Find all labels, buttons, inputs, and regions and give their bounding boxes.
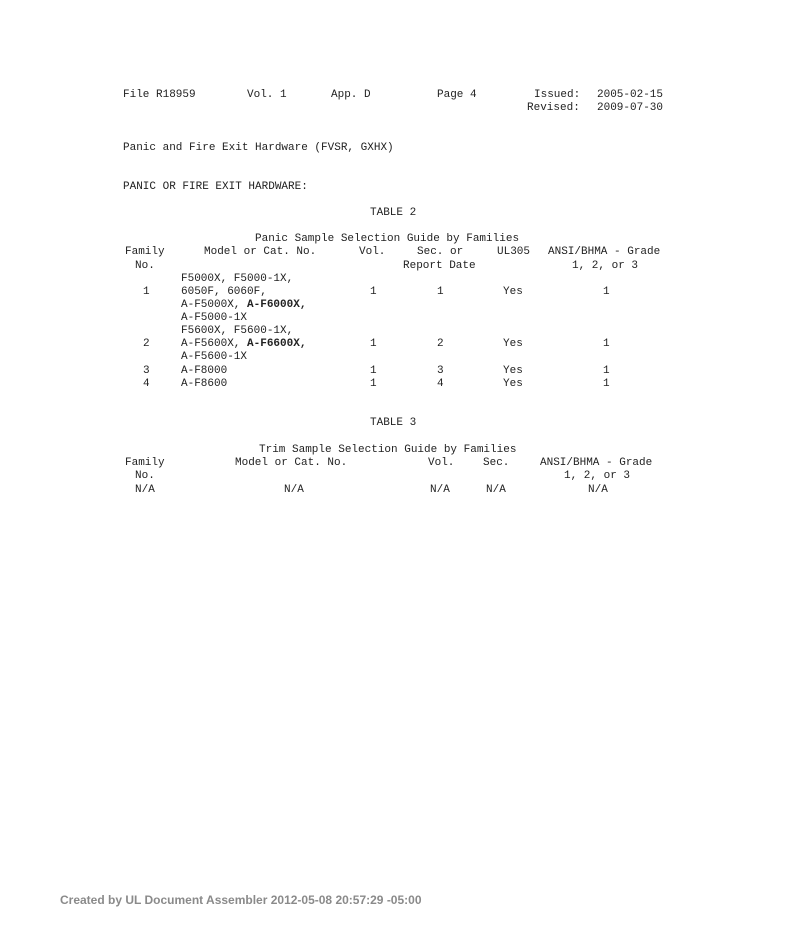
table-2-header-report-date: Report Date: [403, 260, 476, 272]
section-cell: 2: [437, 338, 444, 350]
table-2-header-ul305: UL305: [497, 246, 531, 258]
revised-label: Revised:: [527, 102, 580, 114]
page-number: Page 4: [437, 89, 477, 101]
volume-cell: 1: [370, 378, 377, 390]
ul305-cell: Yes: [503, 378, 523, 390]
issued-label: Issued:: [534, 89, 581, 101]
model-line: A-F8000: [181, 365, 228, 377]
family-number: 2: [143, 338, 150, 350]
family-number: 4: [143, 378, 150, 390]
model-line: A-F5600-1X: [181, 351, 248, 363]
volume: Vol. 1: [247, 89, 287, 101]
section-cell: 4: [437, 378, 444, 390]
table-3-caption: Trim Sample Selection Guide by Families: [259, 444, 517, 456]
table-3-header-sec: Sec.: [483, 457, 510, 469]
grade-cell: 1: [603, 286, 610, 298]
table-2-header-vol: Vol.: [359, 246, 386, 258]
table-3-header-ansi: ANSI/BHMA - Grade: [540, 457, 653, 469]
grade-cell: 1: [603, 338, 610, 350]
grade-cell: 1: [603, 365, 610, 377]
ul305-cell: Yes: [503, 286, 523, 298]
model-line: F5000X, F5000-1X,: [181, 273, 294, 285]
model-line: F5600X, F5600-1X,: [181, 325, 294, 337]
table-2-header-family-no: No.: [135, 260, 155, 272]
section-cell: 1: [437, 286, 444, 298]
family-number: N/A: [135, 484, 155, 496]
table-2-label: TABLE 2: [370, 207, 417, 219]
grade-cell: N/A: [588, 484, 608, 496]
model-line: A-F5600X, A-F6600X,: [181, 338, 307, 350]
table-3-header-family: Family: [125, 457, 165, 469]
volume-cell: 1: [370, 338, 377, 350]
table-3-header-vol: Vol.: [428, 457, 455, 469]
ul305-cell: Yes: [503, 338, 523, 350]
model-cell: N/A: [284, 484, 304, 496]
section-cell: 3: [437, 365, 444, 377]
table-2-header-model: Model or Cat. No.: [204, 246, 317, 258]
model-line: A-F8600: [181, 378, 228, 390]
model-line: 6050F, 6060F,: [181, 286, 267, 298]
family-number: 3: [143, 365, 150, 377]
revised-date: 2009-07-30: [597, 102, 664, 114]
section-title: Panic and Fire Exit Hardware (FVSR, GXHX): [123, 142, 394, 154]
table-3-label: TABLE 3: [370, 417, 417, 429]
document-footer: Created by UL Document Assembler 2012-05-08 20:57:29 -05:00: [60, 893, 422, 907]
section-cell: N/A: [486, 484, 506, 496]
model-line: A-F5000X, A-F6000X,: [181, 299, 307, 311]
table-2-header-ansi: ANSI/BHMA - Grade: [548, 246, 661, 258]
file-number: File R18959: [123, 89, 196, 101]
subsection-title: PANIC OR FIRE EXIT HARDWARE:: [123, 181, 308, 193]
table-3-header-model: Model or Cat. No.: [235, 457, 348, 469]
table-3-header-family-no: No.: [135, 470, 155, 482]
family-number: 1: [143, 286, 150, 298]
model-line: A-F5000-1X: [181, 312, 248, 324]
ul305-cell: Yes: [503, 365, 523, 377]
volume-cell: N/A: [430, 484, 450, 496]
table-2-caption: Panic Sample Selection Guide by Families: [255, 233, 520, 245]
appendix: App. D: [331, 89, 371, 101]
table-2-header-sec: Sec. or: [417, 246, 464, 258]
table-2-header-family: Family: [125, 246, 165, 258]
issued-date: 2005-02-15: [597, 89, 664, 101]
table-3-header-grade-values: 1, 2, or 3: [564, 470, 631, 482]
volume-cell: 1: [370, 365, 377, 377]
grade-cell: 1: [603, 378, 610, 390]
table-2-header-grade-values: 1, 2, or 3: [572, 260, 639, 272]
volume-cell: 1: [370, 286, 377, 298]
